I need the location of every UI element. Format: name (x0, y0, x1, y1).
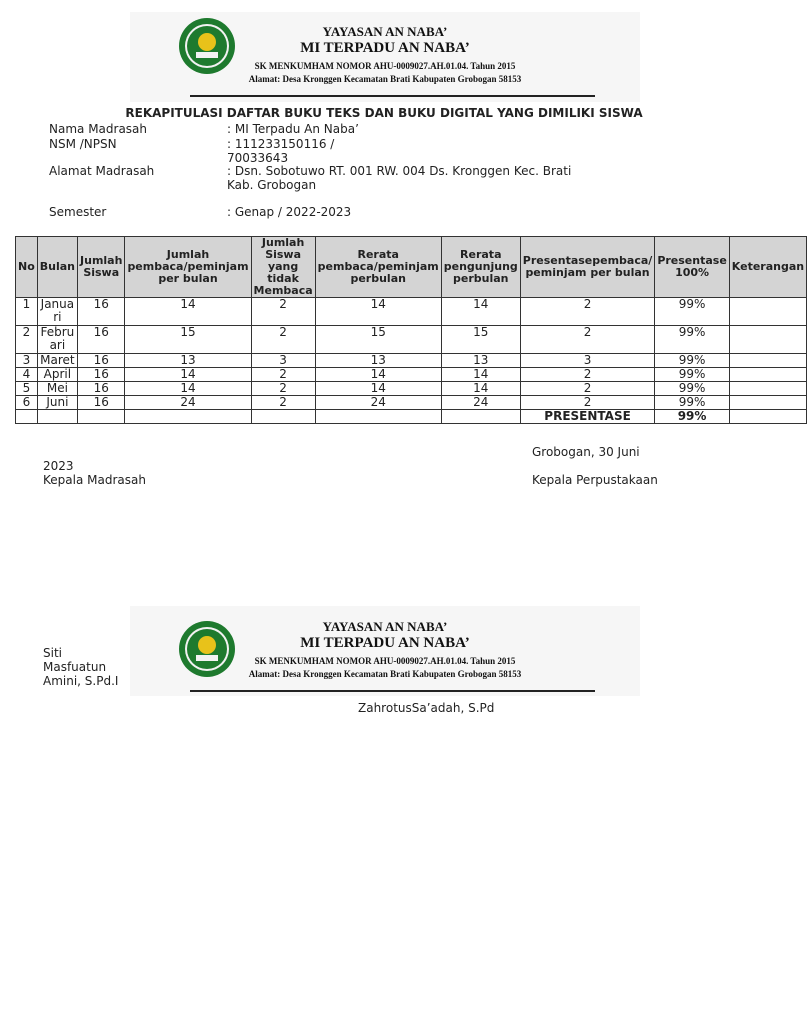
date-year: 2023 (43, 459, 74, 473)
cell-tidak: 2 (251, 368, 315, 382)
cell-rerata-pengunjung: 13 (441, 354, 520, 368)
cell-pres: 99% (655, 326, 729, 354)
cell-empty (251, 410, 315, 424)
cell-no: 1 (16, 298, 38, 326)
table-row (16, 298, 807, 326)
left-signer-title: Kepala Madrasah (43, 473, 146, 487)
letterhead-foundation: YAYASAN AN NABA’ (322, 24, 448, 39)
cell-rerata-pembaca: 14 (315, 368, 441, 382)
cell-tidak: 2 (251, 326, 315, 354)
cell-ket (729, 382, 806, 396)
cell-rerata-pengunjung: 14 (441, 298, 520, 326)
cell-pembaca: 15 (125, 326, 251, 354)
cell-rerata-pengunjung: 14 (441, 368, 520, 382)
letterhead-address: Alamat: Desa Kronggen Kecamatan Brati Kabupaten Grobogan 58153 (248, 669, 522, 679)
table-row (16, 326, 807, 354)
label-alamat-madrasah: Alamat Madrasah (49, 164, 155, 178)
value-alamat-line1: : Dsn. Sobotuwo RT. 001 RW. 004 Ds. Kronggen Kec. Brati (227, 164, 572, 178)
cell-rerata-pengunjung: 24 (441, 396, 520, 410)
table-row (16, 354, 807, 368)
cell-pres-pembaca: 2 (520, 382, 655, 396)
value-alamat-line2: Kab. Grobogan (227, 178, 317, 192)
cell-no: 4 (16, 368, 38, 382)
cell-no: 3 (16, 354, 38, 368)
place-date: Grobogan, 30 Juni (532, 445, 640, 459)
cell-siswa: 16 (78, 396, 125, 410)
cell-siswa: 16 (78, 368, 125, 382)
right-signer-title: Kepala Perpustakaan (532, 473, 658, 487)
left-signer-name-line2: Masfuatun (43, 660, 107, 674)
cell-bulan: Maret (37, 354, 77, 368)
header-tidak-membaca: Jumlah Siswa yang tidak Membaca (251, 237, 315, 298)
header-rerata-pembaca: Rerata pembaca/peminjam perbulan (315, 237, 441, 298)
cell-rerata-pengunjung: 14 (441, 382, 520, 396)
cell-pres-pembaca: 2 (520, 326, 655, 354)
cell-siswa: 16 (78, 326, 125, 354)
header-keterangan: Keterangan (729, 237, 806, 298)
letterhead-school: MI TERPADU AN NABA’ (300, 635, 470, 651)
cell-bulan: April (37, 368, 77, 382)
header-presentase: Presentase 100% (655, 237, 729, 298)
value-nama-madrasah: : MI Terpadu An Naba’ (227, 122, 359, 136)
header-rerata-pengunjung: Rerata pengunjung perbulan (441, 237, 520, 298)
cell-rerata-pembaca: 15 (315, 326, 441, 354)
right-signer-name: ZahrotusSa’adah, S.Pd (358, 701, 495, 715)
cell-siswa: 16 (78, 382, 125, 396)
left-signer-name-line3: Amini, S.Pd.I (43, 674, 119, 688)
cell-ket (729, 368, 806, 382)
cell-pembaca: 14 (125, 298, 251, 326)
cell-no: 2 (16, 326, 38, 354)
cell-pres: 99% (655, 382, 729, 396)
cell-pres: 99% (655, 396, 729, 410)
cell-siswa: 16 (78, 354, 125, 368)
cell-pembaca: 14 (125, 368, 251, 382)
cell-pres: 99% (655, 368, 729, 382)
cell-rerata-pembaca: 13 (315, 354, 441, 368)
cell-empty (315, 410, 441, 424)
cell-pembaca: 24 (125, 396, 251, 410)
cell-bulan: Mei (37, 382, 77, 396)
cell-ket (729, 326, 806, 354)
header-jumlah-pembaca: Jumlah pembaca/peminjam per bulan (125, 237, 251, 298)
cell-rerata-pembaca: 24 (315, 396, 441, 410)
cell-empty (125, 410, 251, 424)
label-semester: Semester (49, 205, 107, 219)
cell-empty (441, 410, 520, 424)
value-nsm-line2: 70033643 (227, 151, 289, 165)
letterhead-foundation: YAYASAN AN NABA’ (322, 619, 448, 634)
cell-empty (729, 410, 806, 424)
cell-empty (78, 410, 125, 424)
cell-pres: 99% (655, 298, 729, 326)
letterhead-decree: SK MENKUMHAM NOMOR AHU-0009027.AH.01.04. Tahun 2015 (254, 656, 516, 666)
header-bulan: Bulan (37, 237, 77, 298)
letterhead-divider (190, 690, 595, 692)
rekap-table (15, 236, 807, 424)
letterhead-divider (190, 95, 595, 97)
letterhead-bottom (130, 606, 640, 696)
cell-ket (729, 396, 806, 410)
cell-empty (16, 410, 38, 424)
cell-tidak: 2 (251, 298, 315, 326)
cell-pembaca: 13 (125, 354, 251, 368)
header-no: No (16, 237, 38, 298)
cell-tidak: 2 (251, 382, 315, 396)
cell-ket (729, 354, 806, 368)
header-jumlah-siswa: Jumlah Siswa (78, 237, 125, 298)
cell-pres-pembaca: 3 (520, 354, 655, 368)
cell-pres-pembaca: 2 (520, 298, 655, 326)
document-title: REKAPITULASI DAFTAR BUKU TEKS DAN BUKU DIGITAL YANG DIMILIKI SISWA (125, 106, 643, 120)
label-nama-madrasah: Nama Madrasah (49, 122, 148, 136)
label-nsm-npsn: NSM /NPSN (49, 137, 117, 151)
cell-pres-pembaca: 2 (520, 368, 655, 382)
table-total-row (16, 410, 807, 424)
cell-ket (729, 298, 806, 326)
cell-rerata-pengunjung: 15 (441, 326, 520, 354)
cell-tidak: 3 (251, 354, 315, 368)
cell-no: 6 (16, 396, 38, 410)
value-semester: : Genap / 2022-2023 (227, 205, 352, 219)
total-label: PRESENTASE (520, 410, 655, 424)
cell-tidak: 2 (251, 396, 315, 410)
cell-siswa: 16 (78, 298, 125, 326)
cell-bulan: Januari (37, 298, 77, 326)
cell-rerata-pembaca: 14 (315, 298, 441, 326)
table-row (16, 396, 807, 410)
cell-pres-pembaca: 2 (520, 396, 655, 410)
table-header (16, 237, 807, 298)
cell-bulan: Februari (37, 326, 77, 354)
header-presentase-pembaca: Presentasepembaca/ peminjam per bulan (520, 237, 655, 298)
letterhead-school: MI TERPADU AN NABA’ (300, 40, 470, 56)
letterhead-top (130, 12, 640, 102)
left-signer-name-line1: Siti (43, 646, 62, 660)
cell-rerata-pembaca: 14 (315, 382, 441, 396)
total-value: 99% (655, 410, 729, 424)
cell-pembaca: 14 (125, 382, 251, 396)
value-nsm-line1: : 111233150116 / (227, 137, 335, 151)
letterhead-decree: SK MENKUMHAM NOMOR AHU-0009027.AH.01.04. Tahun 2015 (254, 61, 516, 71)
letterhead-address: Alamat: Desa Kronggen Kecamatan Brati Kabupaten Grobogan 58153 (248, 74, 522, 84)
cell-empty (37, 410, 77, 424)
table-row (16, 368, 807, 382)
cell-no: 5 (16, 382, 38, 396)
cell-pres: 99% (655, 354, 729, 368)
table-row (16, 382, 807, 396)
cell-bulan: Juni (37, 396, 77, 410)
